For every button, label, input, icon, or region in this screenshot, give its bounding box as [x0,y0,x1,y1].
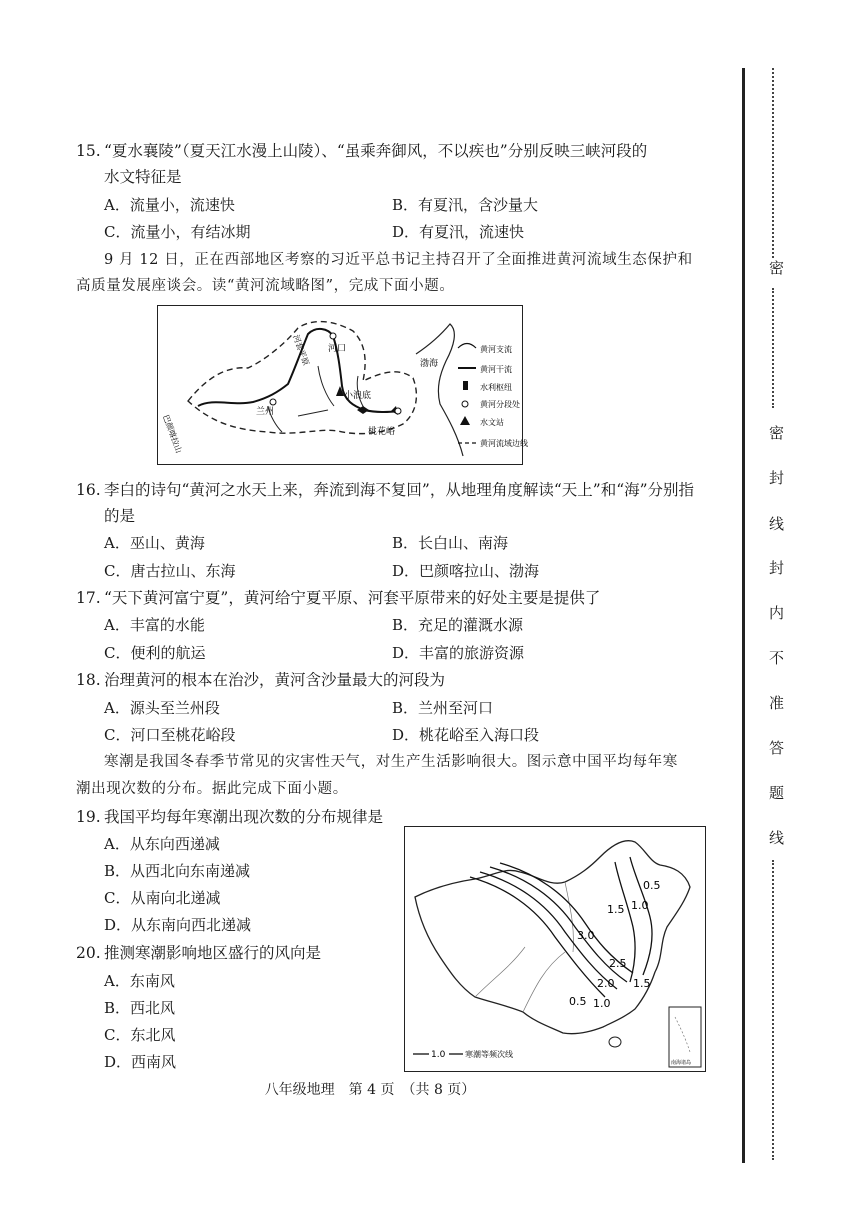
cold-wave-map [404,826,706,1072]
intro-yellow-river: 9 月 12 日，正在西部地区考察的习近平总书记主持召开了全面推进黄河流域生态保护和 [104,252,693,268]
q16-option-a[interactable]: A．巫山、黄海 [104,534,205,552]
binding-dotted-line [772,860,774,1160]
segment-point-icon [270,399,276,405]
isoline-label: 1.5 [633,977,651,990]
china-outline [415,841,690,1034]
question-18-stem: 治理黄河的根本在治沙，黄河含沙量最大的河段为 [104,671,446,689]
question-15-stem: “夏水襄陵”（夏天江水漫上山陵）、“虽乘奔御风，不以疾也”分别反映三峡河段的 [104,142,648,160]
isoline-label: 2.0 [597,977,615,990]
segment-point-icon [395,408,401,414]
legend-station: 水文站 [480,418,504,427]
q17-option-c[interactable]: C．便利的航运 [104,644,206,662]
isoline-label: 1.0 [631,899,649,912]
coastline [416,324,463,456]
label-xiaolangdi: 小浪底 [344,391,372,401]
question-15-stem-cont: 水文特征是 [104,168,182,186]
intro-cold-wave-cont: 潮出现次数的分布。据此完成下面小题。 [76,781,348,797]
label-taohuayu: 桃花峪 [368,427,396,437]
yellow-river-map [157,305,528,465]
cold-wave-map-figure [405,827,705,1071]
inset-label: 南海诸岛 [671,1060,692,1066]
legend-dam-icon [463,381,468,390]
label-hetao-plain: 河套平原 [291,333,311,367]
isoline-label: 0.5 [643,879,661,892]
q15-option-d[interactable]: D．有夏汛，流速快 [392,223,525,241]
label-hekou: 河口 [328,344,347,354]
q20-option-d[interactable]: D．西南风 [104,1053,177,1071]
binding-char: 线 [767,830,785,845]
isoline-label: 3.0 [577,929,595,942]
legend-segment-icon [462,401,468,407]
q19-option-c[interactable]: C．从南向北递减 [104,889,221,907]
question-16-stem-cont: 的是 [104,507,136,525]
q18-option-a[interactable]: A．源头至兰州段 [104,699,220,717]
province-lines [475,882,573,1012]
question-17-number: 17. [76,589,101,607]
yellow-river-map-figure [158,306,528,464]
q20-option-a[interactable]: A．东南风 [104,972,175,990]
q19-option-a[interactable]: A．从东向西递减 [104,835,220,853]
legend-main: 黄河干流 [480,365,512,374]
legend-boundary: 黄河流域边线 [480,439,528,448]
legend-dam: 水利枢纽 [480,383,512,392]
binding-char: 密 [767,260,785,275]
hainan-island [609,1037,621,1047]
q16-option-d[interactable]: D．巴颜喀拉山、渤海 [392,562,540,580]
q15-option-a[interactable]: A．流量小，流速快 [104,196,235,214]
intro-cold-wave: 寒潮是我国冬春季节常见的灾害性天气，对生产生活影响很大。图示意中国平均每年寒 [104,754,678,770]
binding-char: 准 [767,695,785,710]
binding-char: 封 [767,470,785,485]
isoline-label: 0.5 [569,995,587,1008]
legend-tributary-icon [458,344,476,349]
page-footer: 八年级地理 第 4 页 （共 8 页） [264,1082,476,1098]
binding-dotted-line [772,68,774,258]
legend-tributary: 黄河支流 [480,345,512,354]
binding-char: 题 [767,785,785,800]
q18-option-b[interactable]: B．兰州至河口 [392,699,494,717]
q17-option-a[interactable]: A．丰富的水能 [104,616,205,634]
label-lanzhou: 兰州 [256,407,275,417]
segment-point-icon [330,333,336,339]
legend-segment: 黄河分段处 [480,400,520,409]
isoline [630,857,652,975]
label-bayan-har: 巴颜喀拉山 [161,413,184,455]
q16-option-c[interactable]: C．唐古拉山、东海 [104,562,236,580]
intro-yellow-river-cont: 高质量发展座谈会。读“黄河流域略图”，完成下面小题。 [76,278,455,294]
question-18-number: 18. [76,671,101,689]
question-19-number: 19. [76,808,101,826]
binding-rule [742,68,745,1163]
question-20-number: 20. [76,944,101,962]
isoline-label: 2.5 [609,957,627,970]
binding-char: 密 [767,425,785,440]
legend-isoline-value: 1.0 [431,1050,446,1060]
binding-char: 封 [767,560,785,575]
tributary-line [318,366,334,406]
isoline-label: 1.5 [607,903,625,916]
binding-char: 内 [767,605,785,620]
binding-dotted-line [772,288,774,408]
q18-option-c[interactable]: C．河口至桃花峪段 [104,726,236,744]
isoline-label: 1.0 [593,997,611,1010]
label-bohai: 渤海 [420,359,439,369]
q20-option-c[interactable]: C．东北风 [104,1026,176,1044]
legend-station-icon [460,416,470,425]
map-legend [458,344,528,449]
question-17-stem: “天下黄河富宁夏”，黄河给宁夏平原、河套平原带来的好处主要是提供了 [104,589,601,607]
question-19-stem: 我国平均每年寒潮出现次数的分布规律是 [104,808,384,826]
q17-option-b[interactable]: B．充足的灌溉水源 [392,616,524,634]
binding-char: 线 [767,516,785,531]
legend-isoline-label: 寒潮等频次线 [465,1050,513,1059]
question-16-stem: 李白的诗句“黄河之水天上来，奔流到海不复回”，从地理角度解读“天上”和“海”分别指 [104,481,695,499]
tributary-line [298,410,328,416]
q15-option-c[interactable]: C．流量小，有结冰期 [104,223,251,241]
q17-option-d[interactable]: D．丰富的旅游资源 [392,644,525,662]
q18-option-d[interactable]: D．桃花峪至入海口段 [392,726,540,744]
question-15-number: 15. [76,142,101,160]
q19-option-b[interactable]: B．从西北向东南递减 [104,862,251,880]
binding-char: 不 [767,650,785,665]
south-china-sea-inset [669,1007,701,1067]
q16-option-b[interactable]: B．长白山、南海 [392,534,509,552]
question-16-number: 16. [76,481,101,499]
q20-option-b[interactable]: B．西北风 [104,999,176,1017]
q15-option-b[interactable]: B．有夏汛，含沙量大 [392,196,539,214]
binding-char: 答 [767,740,785,755]
question-20-stem: 推测寒潮影响地区盛行的风向是 [104,944,322,962]
q19-option-d[interactable]: D．从东南向西北递减 [104,916,252,934]
